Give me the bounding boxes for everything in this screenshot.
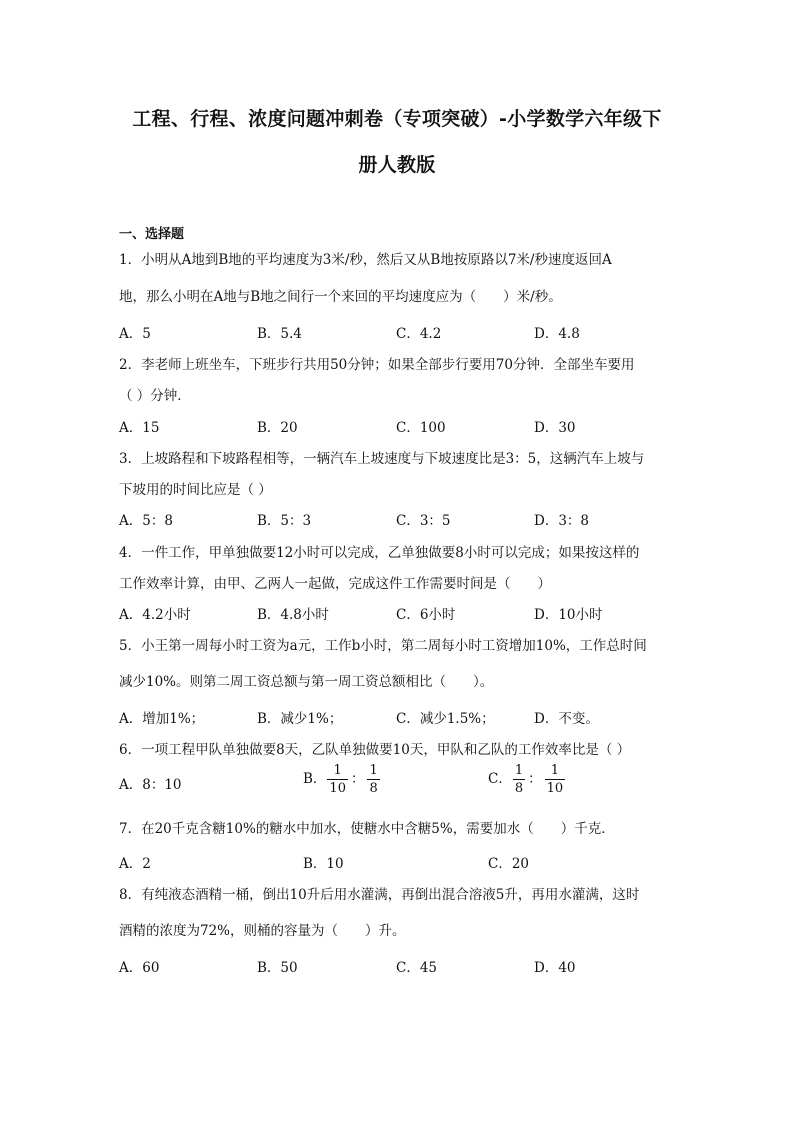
question-6-line-1: 6．一项工程甲队单独做要8天，乙队单独做要10天，甲队和乙队的工作效率比是（ ） — [119, 742, 631, 758]
question-2-line-1: 2．李老师上班坐车，下班步行共用50分钟；如果全部步行要用70分钟．全部坐车要用 — [119, 357, 635, 373]
fraction-numerator: 1 — [369, 763, 378, 778]
question-7-option-a: A．2 — [119, 856, 151, 872]
question-3-option-d: D．3：8 — [534, 513, 590, 529]
question-3-option-b: B．5：3 — [257, 513, 312, 529]
page-title-line-2: 册人教版 — [358, 154, 436, 176]
question-6-option-b — [303, 764, 381, 795]
question-1-option-c: C．4.2 — [396, 326, 442, 342]
question-8-line-2: 酒精的浓度为72%，则桶的容量为（ ）升。 — [119, 923, 406, 939]
fraction-numerator: 1 — [550, 763, 560, 778]
fraction-denominator: 8 — [369, 781, 378, 796]
question-4-option-a: A．4.2小时 — [119, 607, 191, 623]
question-8-option-a: A．60 — [119, 960, 160, 976]
question-5-option-a: A．增加1%； — [119, 711, 205, 727]
question-7-option-c: C．20 — [488, 856, 530, 872]
question-8-line-1: 8．有纯液态酒精一桶，倒出10升后用水灌满，再倒出混合溶液5升，再用水灌满，这时 — [119, 887, 640, 903]
question-8-option-b: B．50 — [257, 960, 298, 976]
question-8-option-d: D．40 — [534, 960, 576, 976]
fraction — [327, 764, 348, 795]
fraction — [513, 764, 525, 795]
question-5-option-d: D．不变。 — [534, 711, 599, 727]
fraction-numerator: 1 — [514, 763, 524, 778]
ratio-colon: ： — [350, 771, 365, 787]
question-5-line-1: 5．小王第一周每小时工资为a元，工作b小时，第二周每小时工资增加10%，工作总时间 — [119, 638, 647, 654]
question-2-option-c: C．100 — [396, 420, 446, 436]
question-5-option-c: C．减少1.5%； — [396, 711, 495, 727]
fraction — [367, 764, 379, 795]
fraction-denominator: 10 — [546, 781, 564, 796]
section-heading: 一、选择题 — [119, 227, 185, 242]
question-7-line-1: 7．在20千克含糖10%的糖水中加水，使糖水中含糖5%，需要加水（ ）千克． — [119, 821, 615, 837]
question-1-option-b: B．5.4 — [257, 326, 302, 342]
question-1-line-1: 1．小明从A地到B地的平均速度为3米/秒，然后又从B地按原路以7米/秒速度返回A — [119, 252, 612, 268]
question-5-line-2: 减少10%。则第二周工资总额与第一周工资总额相比（ ）。 — [119, 674, 494, 690]
question-3-option-a: A．5：8 — [119, 513, 173, 529]
page-title-line-1: 工程、行程、浓度问题冲刺卷（专项突破）-小学数学六年级下 — [132, 108, 662, 130]
question-1-option-a: A．5 — [119, 326, 151, 342]
question-4-line-1: 4．一件工作，甲单独做要12小时可以完成，乙单独做要8小时可以完成；如果按这样的 — [119, 545, 640, 561]
question-3-option-c: C．3：5 — [396, 513, 451, 529]
question-2-option-a: A．15 — [119, 420, 160, 436]
fraction-denominator: 8 — [514, 781, 524, 796]
question-1-line-2: 地，那么小明在A地与B地之间行一个来回的平均速度应为（ ）米/秒。 — [119, 289, 562, 305]
question-2-line-2: （ ）分钟． — [119, 388, 191, 404]
question-1-option-d: D．4.8 — [534, 326, 580, 342]
question-2-option-d: D．30 — [534, 420, 576, 436]
question-3-line-1: 3．上坡路程和下坡路程相等，一辆汽车上坡速度与下坡速度比是3：5，这辆汽车上坡与 — [119, 451, 645, 467]
question-4-option-d: D．10小时 — [534, 607, 603, 623]
ratio-colon: ： — [528, 771, 542, 787]
question-4-line-2: 工作效率计算，由甲、乙两人一起做，完成这件工作需要时间是（ ） — [119, 576, 551, 592]
question-4-option-b: B．4.8小时 — [257, 607, 329, 623]
fraction — [545, 764, 566, 795]
fraction-denominator: 10 — [329, 781, 346, 796]
question-4-option-c: C．6小时 — [396, 607, 456, 623]
question-6-option-a: A．8：10 — [119, 777, 182, 793]
question-3-line-2: 下坡用的时间比应是（ ） — [119, 482, 272, 498]
question-2-option-b: B．20 — [257, 420, 298, 436]
question-6-option-c — [488, 764, 566, 795]
option-c-prefix: C． — [488, 771, 512, 787]
question-7-option-b: B．10 — [303, 856, 344, 872]
option-b-prefix: B． — [303, 771, 327, 787]
fraction-numerator: 1 — [333, 763, 342, 778]
question-8-option-c: C．45 — [396, 960, 438, 976]
question-5-option-b: B．减少1%； — [257, 711, 343, 727]
